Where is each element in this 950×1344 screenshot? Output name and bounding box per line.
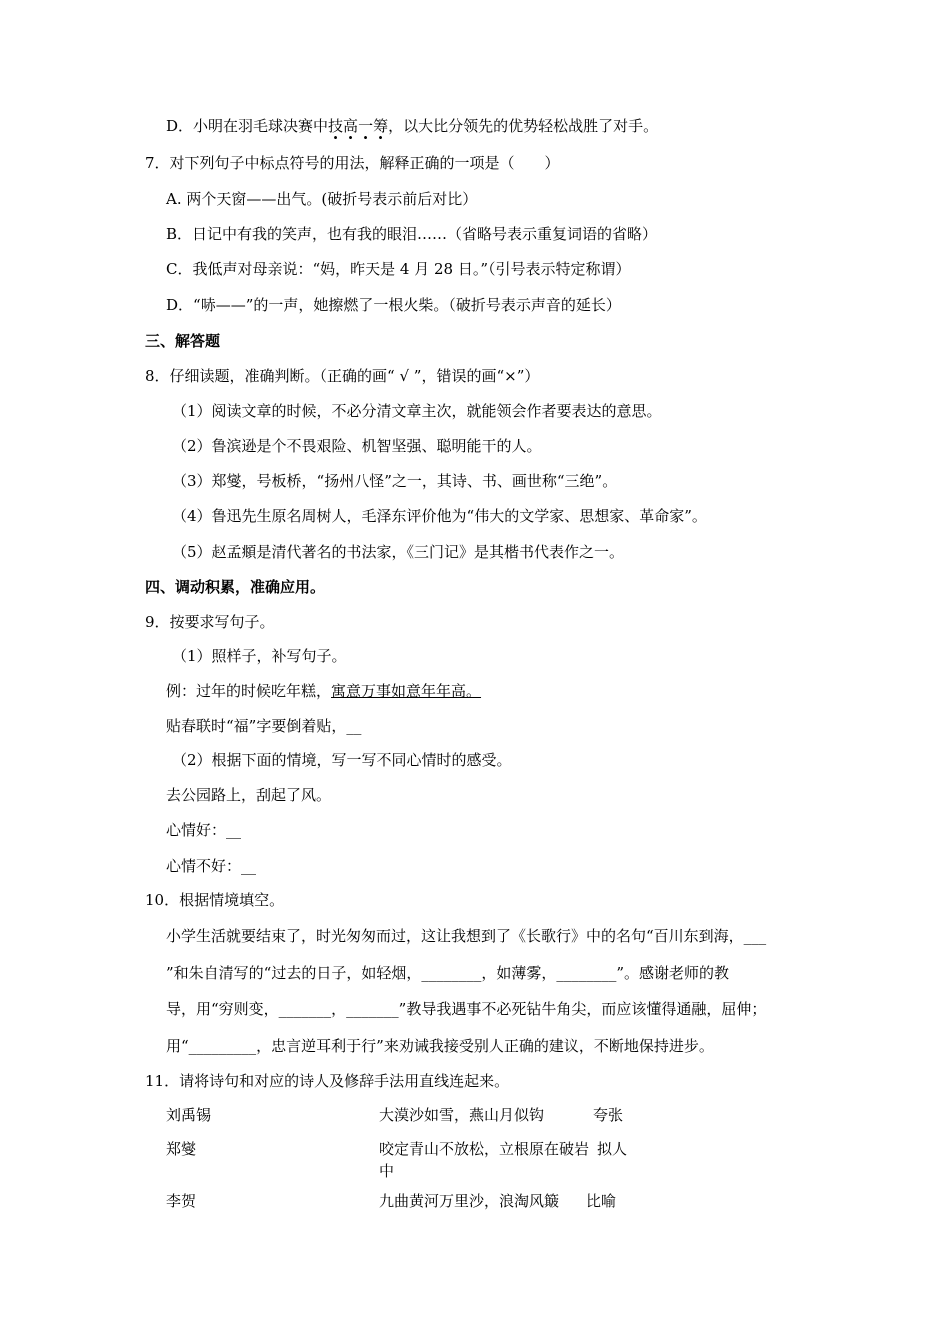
q8-item: （4）鲁迅先生原名周树人，毛泽东评价他为“伟大的文学家、思想家、革命家”。 [172,507,707,525]
q11-poet: 郑燮 [166,1140,197,1158]
q9-part-1: （1）照样子，补写句子。 [172,647,347,665]
q7-option-c: C．我低声对母亲说：“妈，昨天是 4 月 28 日。”（引号表示特定称谓） [166,260,631,278]
q9-example-underlined: 寓意万事如意年年高。 [331,682,482,700]
q9-stem: 9．按要求写句子。 [145,613,275,631]
q10-line: 小学生活就要结束了，时光匆匆而过，这让我想到了《长歌行》中的名句“百川东到海，___ [166,927,767,945]
emphasis-char: 一 [358,117,374,135]
q11-stem: 11．请将诗句和对应的诗人及修辞手法用直线连起来。 [145,1072,510,1090]
q11-poem-line: 九曲黄河万里沙，浪淘风簸 [379,1192,560,1210]
q7-stem: 7．对下列句子中标点符号的用法，解释正确的一项是（ ） [145,154,560,172]
section-3-heading: 三、解答题 [145,332,221,350]
section-4-heading: 四、调动积累，准确应用。 [145,578,326,596]
q6-option-d-post: ，以大比分领先的优势轻松战胜了对手。 [388,117,659,135]
q11-device: 夸张 [593,1106,624,1124]
q7-option-b: B．日记中有我的笑声，也有我的眼泪……（省略号表示重复词语的省略） [166,225,658,243]
q8-item: （2）鲁滨逊是个不畏艰险、机智坚强、聪明能干的人。 [172,437,542,455]
q8-item: （5）赵孟頫是清代著名的书法家，《三门记》是其楷书代表作之一。 [172,543,625,561]
q10-line: 导，用“穷则变，_______，_______”教导我遇事不必死钻牛角尖，而应该懂得通融，屈伸； [166,1000,767,1018]
q11-poet: 李贺 [166,1192,197,1210]
emphasis-char: 高 [343,117,359,135]
q11-device: 拟人 [597,1140,628,1158]
emphasis-char: 筹 [373,117,389,135]
q8-stem: 8．仔细读题，准确判断。（正确的画“ √ ”，错误的画“×”） [145,367,540,385]
q6-option-d-pre: D．小明在羽毛球决赛中 [166,117,329,135]
q9-example-pre: 例：过年的时候吃年糕， [166,682,332,700]
q11-poet: 刘禹锡 [166,1106,212,1124]
q10-line: 用“_________，忠言逆耳利于行”来劝诫我接受别人正确的建议，不断地保持进步。 [166,1037,714,1055]
q7-option-d: D．“哧——”的一声，她擦燃了一根火柴。（破折号表示声音的延长） [166,296,621,314]
q8-item: （1）阅读文章的时候，不必分清文章主次，就能领会作者要表达的意思。 [172,402,662,420]
q9-bad-mood: 心情不好：__ [166,857,257,875]
q9-scene: 去公园路上，刮起了风。 [166,786,332,804]
q10-line: ”和朱自清写的“过去的日子，如轻烟，________，如薄雾，________”。感谢老师的教 [166,964,730,982]
q9-good-mood: 心情好：__ [166,821,242,839]
emphasis-char: 技 [328,117,344,135]
q11-device: 比喻 [586,1192,617,1210]
q11-poem-line: 大漠沙如雪，燕山月似钩 [379,1106,545,1124]
q9-part-2: （2）根据下面的情境，写一写不同心情时的感受。 [172,751,512,769]
q7-option-a: A. 两个天窗——出气。(破折号表示前后对比） [166,190,478,208]
q8-item: （3）郑燮，号板桥，“扬州八怪”之一，其诗、书、画世称“三绝”。 [172,472,618,490]
q6-option-d [166,115,658,137]
q9-example [166,680,481,702]
q10-stem: 10．根据情境填空。 [145,891,285,909]
q9-task-1: 贴春联时“福”字要倒着贴，__ [166,717,362,735]
q11-poem-line: 咬定青山不放松，立根原在破岩中 [379,1140,590,1180]
